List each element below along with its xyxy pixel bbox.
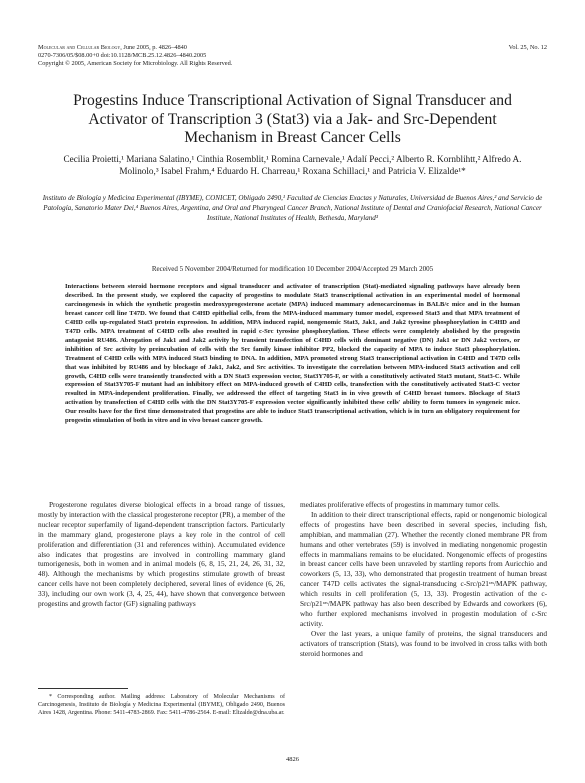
journal-name: Molecular and Cellular Biology: [38, 44, 121, 51]
journal-line: [38, 44, 378, 52]
affiliations: Instituto de Biología y Medicina Experimental (IBYME), CONICET, Obligado 2490,¹ Facultad de Ciencias Exactas y Naturales, Universidad de Buenos Aires,² and Servicio de Patología, Sanatorio Mater Dei,⁴ Buenos Aires, Argentina, and Oral and Pharyngeal Cancer Branch, National Institute of Dental and Craniofacial Research, National Cancer Institute, National Institutes of Health, Bethesda, Maryland³: [42, 194, 543, 223]
footnote-rule: [38, 688, 128, 689]
author-list: Cecilia Proietti,¹ Mariana Salatino,¹ Cinthia Rosemblit,¹ Romina Carnevale,¹ Adalí Pecci,² Alberto R. Kornblihtt,² Alfredo A. Molinolo,³ Isabel Frahm,⁴ Eduardo H. Charreau,¹ Roxana Schillaci,¹ and Patricia V. Elizalde¹*: [63, 154, 522, 177]
page-number: 4826: [286, 756, 299, 763]
corresponding-author-footnote: * Corresponding author. Mailing address: Laboratory of Molecular Mechanisms of Carcinogenesis, Instituto de Biología y Medicina Experimental (IBYME), Obligado 2490, Buenos Aires 1428, Argentina. Phone: 5411-4783-2869. Fax: 5411-4786-2564. E-mail: Elizalde@dna.uba.ar.: [38, 694, 285, 717]
copyright: Copyright © 2005, American Society for Microbiology. All Rights Reserved.: [38, 60, 233, 68]
journal-header: [38, 44, 378, 69]
volume-issue: Vol. 25, No. 12: [508, 44, 547, 51]
issn-doi: 0270-7306/05/$08.00+0 doi:10.1128/MCB.25.12.4826–4840.2005: [38, 52, 207, 60]
body-paragraph: Progesterone regulates diverse biological effects in a broad range of tissues, mostly by interaction with the classical progesterone receptor (PR), a member of the nuclear receptor superfamily of ligand-dependent transcription factors. Particularly in the mammary gland, progesterone plays a key role in the control of cell proliferation and differentiation (31 and references within). Accumulated evidence also indicates that progestins are involved in controlling mammary gland tumorigenesis, both in women and in animal models (6, 8, 15, 21, 24, 26, 31, 32, 48). Although the mechanisms by which progestins stimulate growth of breast cancer cells have not been completely deciphered, several lines of evidence (6, 26, 33), including our own work (3, 4, 25, 44), have shown that convergence between progestins and growth factor (GF) signaling pathways: [38, 500, 285, 609]
article-title: Progestins Induce Transcriptional Activation of Signal Transducer and Activator of Transcription 3 (Stat3) via a Jak- and Src-Dependent Mechanism in Breast Cancer Cells: [73, 92, 512, 147]
journal-date-pages: , June 2005, p. 4826–4840: [120, 44, 187, 51]
body-paragraph: Over the last years, a unique family of proteins, the signal transducers and activators of transcription (Stats), was found to be involved in cross talks with both steroid hormones and: [300, 628, 547, 658]
abstract: Interactions between steroid hormone receptors and signal transducer and activator of transcription (Stat)-mediated signaling pathways have already been described. In the present study, we explored the capacity of progestins to modulate Stat3 transcriptional activation in an experimental model of hormonal carcinogenesis in which the synthetic progestin medroxyprogesterone acetate (MPA) induced mammary adenocarcinomas in BALB/c mice and in the human breast cancer cell line T47D. We found that C4HD epithelial cells, from the MPA-induced mammary tumor model, expressed Stat3 and that MPA treatment of C4HD cells up-regulated Stat3 protein expression. In addition, MPA induced rapid, nongenomic Stat3, Jak1, and Jak2 tyrosine phosphorylation in C4HD and T47D cells. MPA treatment of C4HD cells also resulted in rapid c-Src tyrosine phosphorylation. These effects were completely abolished by the progestin antagonist RU486. Abrogation of Jak1 and Jak2 activity by transient transfection of C4HD cells with dominant negative (DN) Jak1 or DN Jak2 vectors, or inhibition of Src activity by preincubation of cells with the Src family kinase inhibitor PP2, blocked the capacity of MPA to induce Stat3 phosphorylation. Treatment of C4HD cells with MPA induced Stat3 binding to DNA. In addition, MPA promoted strong Stat3 transcriptional activation in C4HD and T47D cells that was inhibited by RU486 and by blockage of Jak1, Jak2, and Src activities. To investigate the correlation between MPA-induced Stat3 activation and cell growth, C4HD cells were transiently transfected with a DN Stat3 expression vector, Stat3Y705-F, or with a constitutively activated Stat3 mutant, Stat3-C. While expression of Stat3Y705-F mutant had an inhibitory effect on MPA-induced growth of C4HD cells, transfection with the constitutively activated Stat3-C vector resulted in MPA-independent proliferation. Finally, we addressed the effect of targeting Stat3 in in vivo growth of C4HD breast tumors. Blockage of Stat3 activation by transfection of C4HD cells with the DN Stat3Y705-F expression vector significantly inhibited these cells' ability to form tumors in syngeneic mice. Our results have for the first time demonstrated that progestins are able to induce Stat3 transcriptional activation, which is in turn an obligatory requirement for progestin stimulation of both in vitro and in vivo breast cancer growth.: [65, 283, 520, 425]
body-column-left: [38, 500, 285, 609]
body-paragraph: mediates proliferative effects of progestins in mammary tumor cells.: [300, 500, 500, 509]
body-column-right: [300, 500, 547, 659]
received-dates: Received 5 November 2004/Returned for modification 10 December 2004/Accepted 29 March 2005: [151, 265, 434, 273]
body-paragraph: In addition to their direct transcriptional effects, rapid or nongenomic biological effects of progestins have been described in several species, including fish, amphibian, and mammalian (27). Whether the recently cloned membrane PR from humans and other vertebrates (59) is involved in mediating nongenomic progestin effects in mammalians remains to be elucidated. Nongenomic effects of progestins in breast cancer cells have been unraveled by startling reports from Auricchio and coworkers (5, 13, 33), who demonstrated that progestin treatment of human breast cancer T47D cells activates the signal-transducing c-Src/p21ʳᵃˢ/MAPK pathway, which results in cell proliferation (5, 13, 33). Progestin activation of the c-Src/p21ʳᵃˢ/MAPK pathway has also been described by Edwards and coworkers (6), who further explored mechanisms involved in progestin modulation of c-Src activity.: [300, 509, 547, 628]
